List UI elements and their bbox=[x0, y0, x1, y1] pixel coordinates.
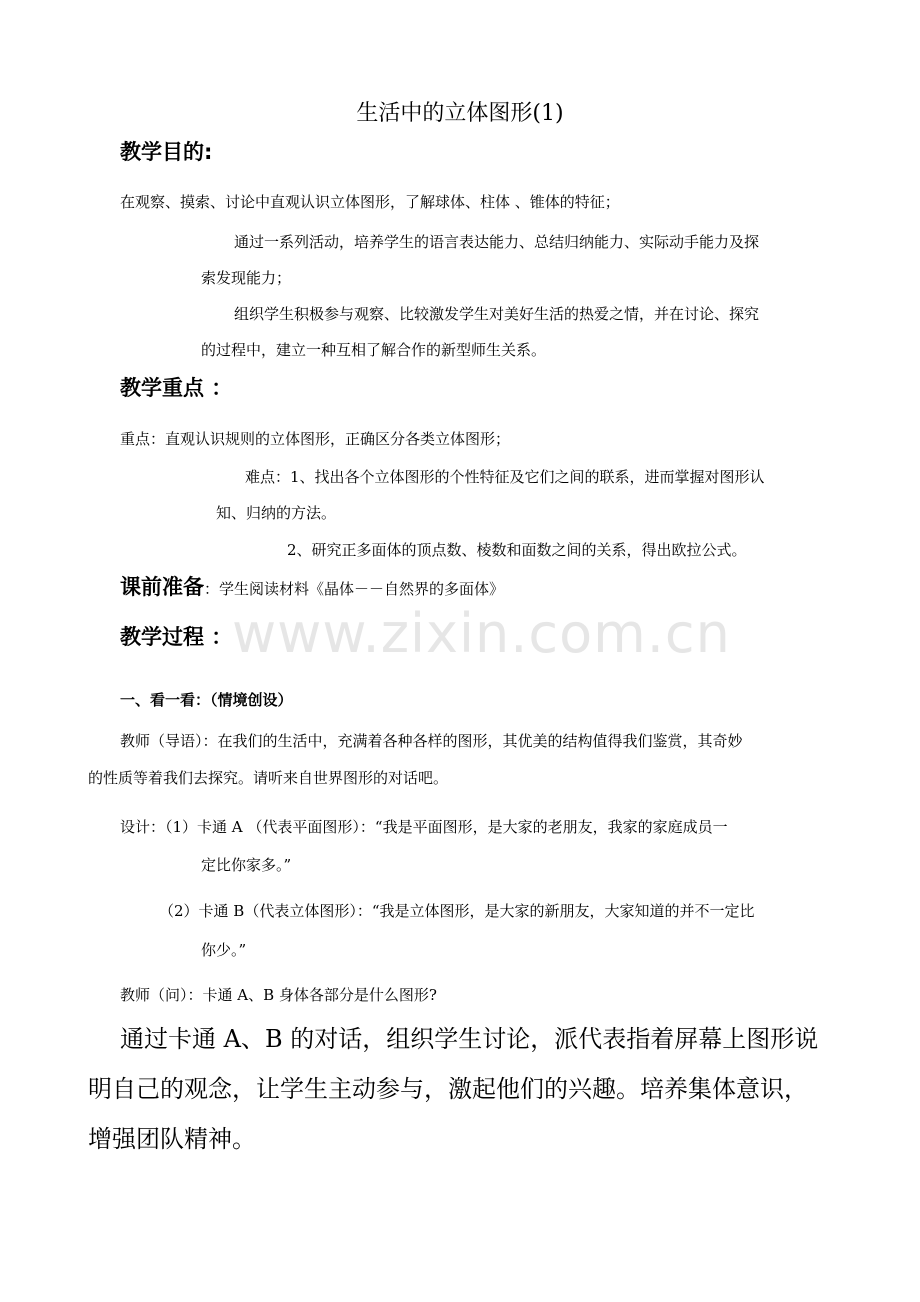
key-points-line-2b: 知、归纳的方法。 bbox=[216, 504, 337, 522]
key-points-line-2a: 难点：1、找出各个立体图形的个性特征及它们之间的联系，进而掌握对图形认 bbox=[245, 468, 765, 486]
objectives-line-3a: 组织学生积极参与观察、比较激发学生对美好生活的热爱之情，并在讨论、探究 bbox=[234, 305, 760, 323]
summary-line-2: 明自己的观念，让学生主动参与，激起他们的兴趣。培养集体意识， bbox=[88, 1075, 808, 1103]
summary-line-1: 通过卡通 A、B 的对话，组织学生讨论，派代表指着屏幕上图形说 bbox=[120, 1025, 819, 1053]
key-points-heading: 教学重点 ： bbox=[120, 376, 233, 400]
objectives-line-2a: 通过一系列活动，培养学生的语言表达能力、总结归纳能力、实际动手能力及探 bbox=[234, 233, 760, 251]
preparation-row bbox=[120, 572, 504, 604]
objectives-heading: 教学目的: bbox=[120, 140, 213, 164]
objectives-line-3b: 的过程中，建立一种互相了解合作的新型师生关系。 bbox=[201, 341, 547, 359]
design-2-line-2: 你少。” bbox=[201, 941, 247, 959]
teacher-intro-line-2: 的性质等着我们去探究。请听来自世界图形的对话吧。 bbox=[88, 769, 449, 787]
objectives-line-1: 在观察、摸索、讨论中直观认识立体图形，了解球体、柱体 、锥体的特征； bbox=[120, 193, 620, 211]
objectives-line-2b: 索发现能力； bbox=[201, 269, 292, 287]
design-2-line-1: （2）卡通 B（代表立体图形）：“我是立体图形，是大家的新朋友，大家知道的并不一定比 bbox=[159, 902, 755, 920]
teacher-intro-line-1: 教师（导语）：在我们的生活中，充满着各种各样的图形，其优美的结构值得我们鉴赏，其奇妙 bbox=[120, 732, 743, 750]
key-points-line-1: 重点：直观认识规则的立体图形，正确区分各类立体图形； bbox=[120, 430, 511, 448]
teacher-question: 教师（问）：卡通 A、B 身体各部分是什么图形? bbox=[120, 986, 437, 1004]
process-heading: 教学过程 ： bbox=[120, 625, 233, 649]
watermark: www.zixin.com.cn bbox=[232, 602, 731, 665]
preparation-heading: 课前准备 bbox=[120, 575, 204, 599]
key-points-line-3: 2、研究正多面体的顶点数、棱数和面数之间的关系，得出欧拉公式。 bbox=[287, 541, 747, 559]
preparation-text: 学生阅读材料《晶体－－自然界的多面体》 bbox=[219, 580, 505, 598]
page-title: 生活中的立体图形(1) bbox=[356, 101, 564, 126]
design-1-line-2: 定比你家多。” bbox=[201, 856, 292, 874]
preparation-colon: ： bbox=[204, 580, 220, 598]
design-1-line-1: 设计：（1）卡通 A （代表平面图形）：“我是平面图形，是大家的老朋友，我家的家庭成员一 bbox=[120, 818, 728, 836]
summary-line-3: 增强团队精神。 bbox=[88, 1125, 256, 1153]
section-1-heading: 一、看一看：（情境创设） bbox=[120, 691, 293, 709]
